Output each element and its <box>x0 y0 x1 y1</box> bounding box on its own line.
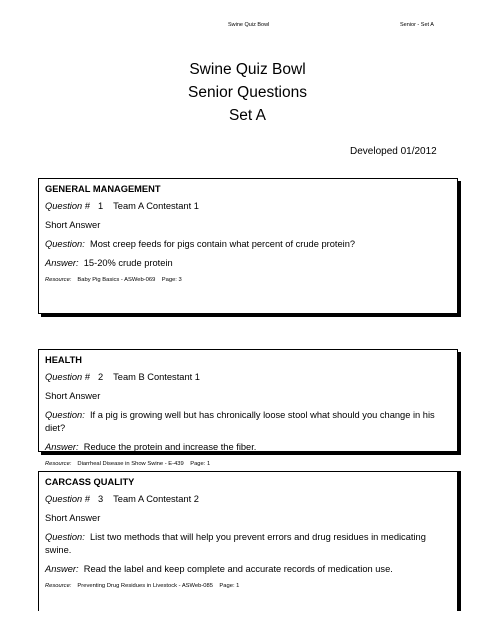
category-heading: HEALTH <box>45 355 83 365</box>
resource-label: Resource: <box>45 583 72 589</box>
resource-line <box>45 276 451 284</box>
question-text-line <box>45 531 451 557</box>
answer-label: Answer: <box>45 258 79 268</box>
title-line-2: Senior Questions <box>188 84 307 101</box>
question-card-2 <box>38 349 458 467</box>
answer-line <box>45 563 451 576</box>
answer-label: Answer: <box>45 564 79 574</box>
resource-page: Page: 1 <box>219 583 240 589</box>
answer-text: 15-20% crude protein <box>83 258 173 268</box>
question-type: Short Answer <box>45 391 101 401</box>
answer-line <box>45 257 451 270</box>
question-text-line <box>45 409 451 435</box>
resource-label: Resource: <box>45 277 72 283</box>
answer-label: Answer: <box>45 442 79 452</box>
developed-date: Developed 01/2012 <box>350 146 437 157</box>
question-card-1 <box>38 178 458 314</box>
answer-text: Read the label and keep complete and accurate records of medication use. <box>83 564 393 574</box>
answer-text: Reduce the protein and increase the fiber. <box>83 442 257 452</box>
document-title <box>0 58 495 127</box>
resource-label: Resource: <box>45 461 72 467</box>
running-header-right: Senior - Set A <box>400 22 434 28</box>
category-heading: CARCASS QUALITY <box>45 477 135 487</box>
resource-line <box>45 460 451 468</box>
question-number-line <box>45 371 451 384</box>
question-text: List two methods that will help you prevent errors and drug residues in medicating swine. <box>45 532 426 555</box>
resource-page: Page: 3 <box>161 277 182 283</box>
title-line-3: Set A <box>228 107 267 124</box>
question-number-label: Question # <box>45 372 90 382</box>
question-type: Short Answer <box>45 513 101 523</box>
question-number: 1 <box>97 201 104 211</box>
team-contestant: Team A Contestant 1 <box>113 201 199 211</box>
question-text: Most creep feeds for pigs contain what percent of crude protein? <box>89 239 356 249</box>
question-number: 2 <box>97 372 104 382</box>
team-contestant: Team A Contestant 2 <box>113 494 199 504</box>
resource-text: Baby Pig Basics - ASWeb-069 <box>77 277 156 283</box>
resource-page: Page: 1 <box>190 461 211 467</box>
question-number-line <box>45 200 451 213</box>
question-text-line <box>45 238 451 251</box>
question-number-label: Question # <box>45 494 90 504</box>
question-type: Short Answer <box>45 220 101 230</box>
question-number-label: Question # <box>45 201 90 211</box>
question-text: If a pig is growing well but has chronically loose stool what should you change in his diet? <box>45 410 435 433</box>
question-card-3 <box>38 471 458 611</box>
resource-text: Diarrheal Disease in Show Swine - E-439 <box>77 461 184 467</box>
resource-line <box>45 582 451 590</box>
title-line-1: Swine Quiz Bowl <box>189 61 306 78</box>
resource-text: Preventing Drug Residues in Livestock - ASWeb-085 <box>77 583 213 589</box>
question-label: Question: <box>45 239 85 249</box>
question-label: Question: <box>45 532 85 542</box>
team-contestant: Team B Contestant 1 <box>113 372 200 382</box>
question-number: 3 <box>97 494 104 504</box>
category-heading: GENERAL MANAGEMENT <box>45 184 161 194</box>
question-number-line <box>45 493 451 506</box>
question-label: Question: <box>45 410 85 420</box>
answer-line <box>45 441 451 454</box>
running-header-left: Swine Quiz Bowl <box>228 22 270 28</box>
